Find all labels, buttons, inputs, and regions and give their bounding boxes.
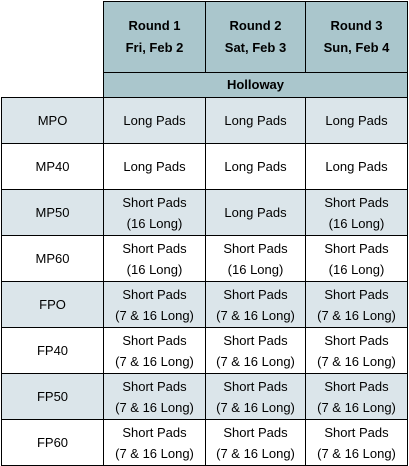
pad-note-text: (16 Long) xyxy=(328,261,385,277)
pad-type-text: Short Pads xyxy=(324,286,389,302)
round-1-header xyxy=(104,2,206,73)
pad-note-text: (7 & 16 Long) xyxy=(317,307,396,323)
division-name: MP40 xyxy=(2,144,104,190)
pad-note-text: (16 Long) xyxy=(328,215,385,231)
pad-assignment-cell xyxy=(306,190,408,236)
division-name: FP60 xyxy=(2,420,104,466)
pad-type-text: Long Pads xyxy=(224,113,287,128)
pad-note-text: (7 & 16 Long) xyxy=(115,445,194,461)
division-row xyxy=(2,374,408,420)
venue-row xyxy=(2,73,408,98)
pad-note-text: (7 & 16 Long) xyxy=(317,399,396,415)
pad-type-text: Short Pads xyxy=(324,332,389,348)
pad-assignment-cell xyxy=(306,374,408,420)
division-row xyxy=(2,98,408,144)
pad-type-text: Long Pads xyxy=(325,113,388,128)
pad-note-text: (7 & 16 Long) xyxy=(115,399,194,415)
pad-assignment-cell xyxy=(306,144,408,190)
pad-type-text: Short Pads xyxy=(324,378,389,394)
pad-type-text: Short Pads xyxy=(223,332,288,348)
division-row xyxy=(2,190,408,236)
pad-assignment-cell xyxy=(104,98,206,144)
table-body xyxy=(2,2,408,466)
pad-assignment-cell xyxy=(104,144,206,190)
pad-type-text: Short Pads xyxy=(324,424,389,440)
venue-blank-cell xyxy=(2,73,104,98)
pad-type-text: Long Pads xyxy=(224,205,287,220)
pad-assignment-cell xyxy=(104,420,206,466)
division-row xyxy=(2,328,408,374)
round-3-header xyxy=(306,2,408,73)
pad-assignment-cell xyxy=(206,420,306,466)
pad-note-text: (16 Long) xyxy=(126,261,183,277)
pad-assignment-cell xyxy=(104,374,206,420)
pad-type-text: Short Pads xyxy=(223,240,288,256)
pad-type-text: Short Pads xyxy=(122,424,187,440)
round-3-date: Sun, Feb 4 xyxy=(323,40,390,55)
pad-type-text: Short Pads xyxy=(122,194,187,210)
pad-assignment-cell xyxy=(306,282,408,328)
pad-type-text: Long Pads xyxy=(123,113,186,128)
pad-type-text: Short Pads xyxy=(122,378,187,394)
tee-pad-schedule-table xyxy=(1,1,408,466)
venue-cell: Holloway xyxy=(104,73,408,98)
pad-note-text: (16 Long) xyxy=(227,261,284,277)
pad-type-text: Short Pads xyxy=(324,194,389,210)
division-name: FP40 xyxy=(2,328,104,374)
pad-note-text: (7 & 16 Long) xyxy=(115,353,194,369)
pad-assignment-cell xyxy=(104,328,206,374)
pad-note-text: (7 & 16 Long) xyxy=(317,353,396,369)
division-name: FP50 xyxy=(2,374,104,420)
pad-assignment-cell xyxy=(206,374,306,420)
pad-type-text: Long Pads xyxy=(325,159,388,174)
pad-note-text: (7 & 16 Long) xyxy=(115,307,194,323)
pad-assignment-cell xyxy=(306,236,408,282)
pad-assignment-cell xyxy=(206,98,306,144)
pad-assignment-cell xyxy=(206,190,306,236)
pad-assignment-cell xyxy=(104,190,206,236)
division-name: MPO xyxy=(2,98,104,144)
pad-type-text: Long Pads xyxy=(123,159,186,174)
division-row xyxy=(2,144,408,190)
division-name: MP60 xyxy=(2,236,104,282)
pad-type-text: Short Pads xyxy=(223,286,288,302)
round-1-date: Fri, Feb 2 xyxy=(125,40,184,55)
pad-note-text: (7 & 16 Long) xyxy=(216,399,295,415)
pad-type-text: Long Pads xyxy=(224,159,287,174)
pad-type-text: Short Pads xyxy=(122,286,187,302)
pad-note-text: (7 & 16 Long) xyxy=(216,353,295,369)
corner-blank-cell xyxy=(2,2,104,73)
round-2-header xyxy=(206,2,306,73)
pad-assignment-cell xyxy=(206,328,306,374)
pad-note-text: (7 & 16 Long) xyxy=(317,445,396,461)
pad-assignment-cell xyxy=(206,236,306,282)
pad-assignment-cell xyxy=(206,144,306,190)
pad-type-text: Short Pads xyxy=(324,240,389,256)
division-name: FPO xyxy=(2,282,104,328)
pad-note-text: (7 & 16 Long) xyxy=(216,307,295,323)
pad-type-text: Short Pads xyxy=(223,424,288,440)
round-1-label: Round 1 xyxy=(128,18,181,33)
division-row xyxy=(2,420,408,466)
pad-assignment-cell xyxy=(104,236,206,282)
round-2-label: Round 2 xyxy=(229,18,282,33)
pad-type-text: Short Pads xyxy=(223,378,288,394)
schedule-table-container xyxy=(1,1,408,466)
round-2-date: Sat, Feb 3 xyxy=(224,40,287,55)
round-header-row xyxy=(2,2,408,73)
division-row xyxy=(2,236,408,282)
pad-note-text: (7 & 16 Long) xyxy=(216,445,295,461)
pad-assignment-cell xyxy=(306,420,408,466)
pad-assignment-cell xyxy=(306,98,408,144)
division-row xyxy=(2,282,408,328)
pad-assignment-cell xyxy=(306,328,408,374)
round-3-label: Round 3 xyxy=(330,18,383,33)
pad-assignment-cell xyxy=(206,282,306,328)
pad-assignment-cell xyxy=(104,282,206,328)
pad-type-text: Short Pads xyxy=(122,332,187,348)
division-name: MP50 xyxy=(2,190,104,236)
pad-note-text: (16 Long) xyxy=(126,215,183,231)
pad-type-text: Short Pads xyxy=(122,240,187,256)
